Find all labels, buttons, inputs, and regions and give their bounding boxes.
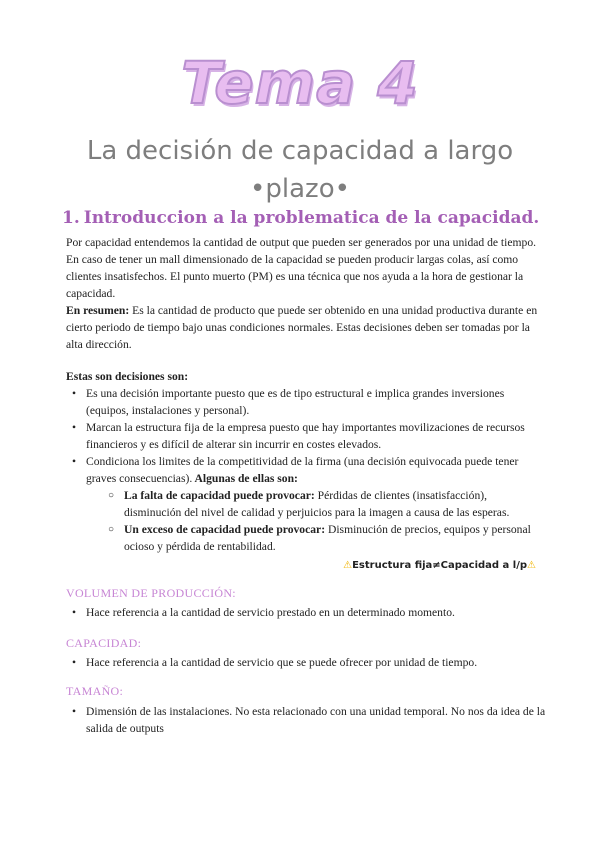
bullet-text: Condiciona los limites de la competitividad de la firma (una decisión equivocada puede tener graves consecuencias). bbox=[86, 455, 519, 485]
list-item: • Hace referencia a la cantidad de servicio que se puede ofrecer por unidad de tiempo. bbox=[66, 654, 546, 671]
sub-text: Pérdidas de clientes (insatisfacción), disminución del nivel de calidad y perjuicios para la imagen a causa de las esperas. bbox=[124, 489, 510, 519]
list-item bbox=[66, 385, 544, 419]
sub-list-item bbox=[86, 521, 544, 555]
decisiones-block bbox=[66, 368, 544, 555]
page-subtitle: La decisión de capacidad a largo •plazo• bbox=[86, 136, 514, 204]
resumen-text: Es la cantidad de producto que puede ser obtenido en una unidad productiva durante en cierto periodo de tiempo bajo unas condiciones normales. Estas decisiones deben ser tomadas por la alta dirección. bbox=[66, 304, 538, 351]
list-item bbox=[66, 419, 544, 453]
sub-text: Disminución de precios, equipos y personal ocioso y pérdida de rentabilidad. bbox=[124, 523, 531, 553]
section-number: 1. bbox=[62, 208, 80, 228]
section-title: Introduccion a la problematica de la capacidad. bbox=[83, 208, 540, 228]
bullet-text: Es una decisión importante puesto que es de tipo estructural e implica grandes inversiones (equipos, instalaciones y personal). bbox=[86, 387, 505, 417]
list-item: • Dimensión de las instalaciones. No esta relacionado con una unidad temporal. No nos da idea de la salida de outputs bbox=[66, 703, 546, 737]
sub-list-item bbox=[86, 487, 544, 521]
term-title: VOLUMEN DE PRODUCCIÓN: bbox=[66, 586, 236, 600]
warning-icon: ⚠ bbox=[527, 560, 536, 571]
page-title: Tema 4 bbox=[181, 49, 419, 117]
list-item: • Hace referencia a la cantidad de servicio prestado en un determinado momento. bbox=[66, 604, 546, 621]
sub-label: La falta de capacidad puede provocar: bbox=[124, 489, 315, 502]
decisiones-list bbox=[66, 385, 544, 555]
warning-text: Estructura fija≠Capacidad a l/p bbox=[352, 560, 528, 571]
bullet-text: Marcan la estructura fija de la empresa puesto que hay importantes movilizaciones de recursos financieros y es difícil de alterar sin incurrir en costes elevados. bbox=[86, 421, 525, 451]
term-definition bbox=[66, 604, 546, 621]
resumen-paragraph bbox=[66, 302, 544, 353]
term-title: CAPACIDAD: bbox=[66, 636, 142, 650]
warning-icon: ⚠ bbox=[343, 560, 353, 571]
warning-note bbox=[343, 560, 536, 571]
section-heading bbox=[62, 207, 582, 229]
term-title: TAMAÑO: bbox=[66, 684, 124, 698]
bullet-bold-text: Algunas de ellas son: bbox=[192, 472, 298, 485]
intro-block bbox=[66, 234, 544, 353]
decisiones-heading: Estas son decisiones son: bbox=[66, 370, 189, 383]
term-definition bbox=[66, 654, 546, 671]
list-item bbox=[66, 453, 544, 555]
sub-list bbox=[86, 487, 544, 555]
term-definition bbox=[66, 703, 546, 737]
sub-label: Un exceso de capacidad puede provocar: bbox=[124, 523, 326, 536]
resumen-label: En resumen: bbox=[66, 304, 130, 317]
intro-paragraph: Por capacidad entendemos la cantidad de output que pueden ser generados por una unidad de tiempo. En caso de tener un mall dimensionado de la capacidad se pueden producir largas colas, así como clientes insatisfechos. El punto muerto (PM) es una técnica que nos ayuda a la hora de gestionar la capacidad. bbox=[66, 236, 537, 300]
